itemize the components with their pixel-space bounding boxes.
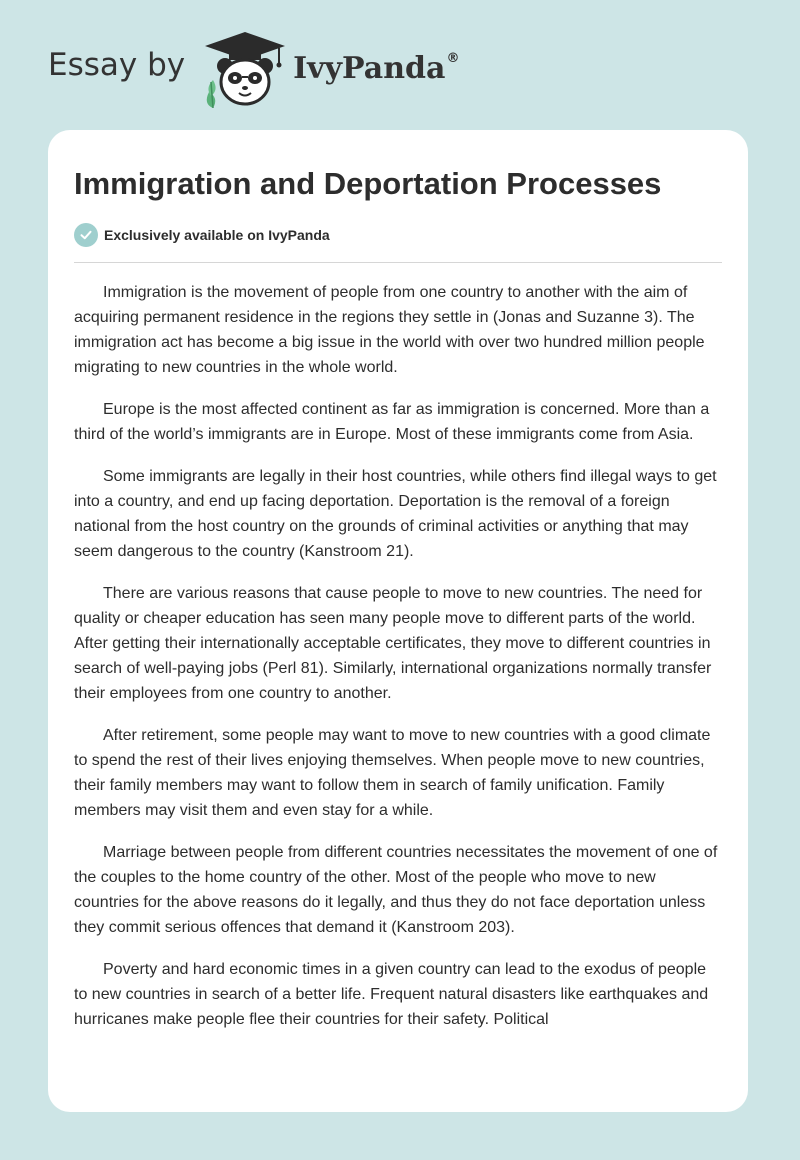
exclusive-badge	[74, 222, 722, 248]
page-title: Immigration and Deportation Processes	[74, 166, 662, 201]
paragraph: Marriage between people from different countries necessitates the movement of one of the couples to the home country of the other. Most of the people who move to new countries for the above reasons do it legally, and thus they do not face deportation unless they commit serious offences that demand it (Kanstroom 203).	[74, 844, 718, 936]
registered-mark: ®	[446, 50, 460, 66]
essay-card	[48, 130, 748, 1112]
paragraph: Immigration is the movement of people from one country to another with the aim of acquiring permanent residence in the regions they settle in (Jonas and Suzanne 3). The immigration act has become a big issue in the world with over two hundred million people migrating to new countries in the whole world.	[74, 284, 705, 376]
essay-by-label: Essay by	[48, 47, 186, 83]
paragraph: After retirement, some people may want to move to new countries with a good climate to spend the rest of their lives enjoying themselves. When people move to new countries, their family members may want to follow them in search of family unification. Family members may visit them and even stay for a while.	[74, 727, 711, 819]
paragraph: Europe is the most affected continent as far as immigration is concerned. More than a third of the world’s immigrants are in Europe. Most of these immigrants come from Asia.	[74, 401, 710, 443]
brand-name[interactable]: IvyPanda®	[293, 50, 460, 86]
essay-body	[74, 280, 722, 1032]
paragraph: Poverty and hard economic times in a given country can lead to the exodus of people to new countries in search of a better life. Frequent natural disasters like earthquakes and hurricanes make people flee their countries for their safety. Political	[74, 961, 709, 1028]
divider	[74, 262, 722, 263]
site-header	[48, 30, 459, 110]
checkmark-icon	[74, 223, 98, 247]
paragraph: There are various reasons that cause people to move to new countries. The need for quality or cheaper education has seen many people move to different parts of the world. After getting their internationally acceptable certificates, they move to different countries in search of well-paying jobs (Perl 81). Similarly, international organizations normally transfer their employees from one country to another.	[74, 585, 712, 702]
exclusive-label: Exclusively available on IvyPanda	[104, 227, 330, 243]
paragraph: Some immigrants are legally in their host countries, while others find illegal ways to get into a country, and end up facing deportation. Deportation is the removal of a foreign national from the host country on the grounds of criminal activities or anything that may seem dangerous to the country (Kanstroom 21).	[74, 468, 717, 560]
ivypanda-logo-icon[interactable]	[199, 30, 291, 110]
